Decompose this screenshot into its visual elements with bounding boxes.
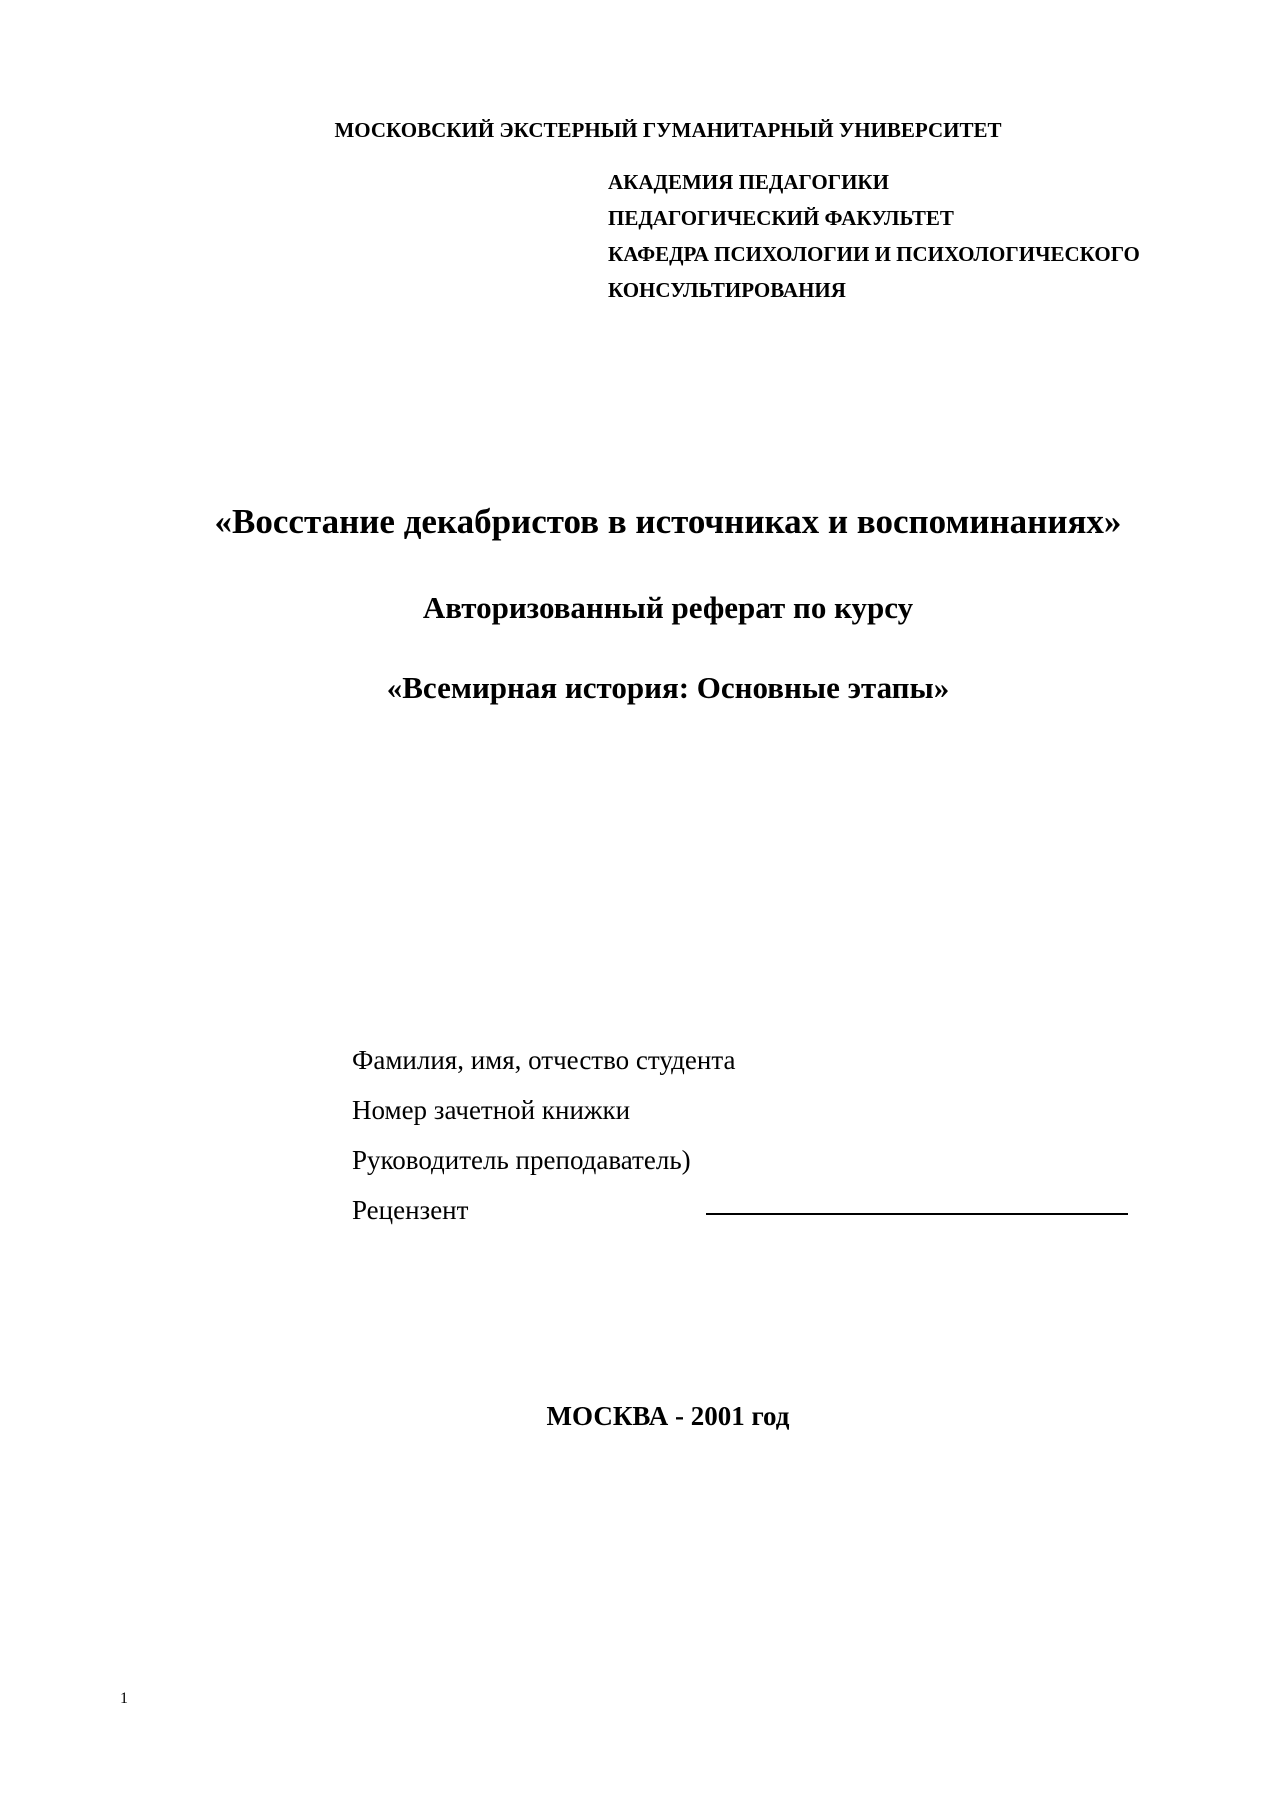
document-title: «Восстание декабристов в источниках и воспоминаниях» <box>214 502 1122 541</box>
document-subtitle: Авторизованный реферат по курсу <box>422 590 914 625</box>
department-block <box>608 164 1140 308</box>
page-number: 1 <box>120 1690 128 1707</box>
student-info-fields <box>352 1035 735 1235</box>
faculty-line: ПЕДАГОГИЧЕСКИЙ ФАКУЛЬТЕТ <box>608 206 954 230</box>
chair-line-continued: КОНСУЛЬТИРОВАНИЯ <box>608 278 846 302</box>
student-name-label: Фамилия, имя, отчество студента <box>352 1045 736 1075</box>
record-book-label: Номер зачетной книжки <box>352 1095 631 1125</box>
supervisor-label: Руководитель преподаватель) <box>352 1145 691 1175</box>
course-name: «Всемирная история: Основные этапы» <box>386 670 950 705</box>
city-year: МОСКВА - 2001 год <box>546 1401 790 1431</box>
chair-line: КАФЕДРА ПСИХОЛОГИИ И ПСИХОЛОГИЧЕСКОГО <box>608 242 1140 266</box>
academy-line: АКАДЕМИЯ ПЕДАГОГИКИ <box>608 170 889 194</box>
reviewer-label: Рецензент <box>352 1195 469 1225</box>
university-name: МОСКОВСКИЙ ЭКСТЕРНЫЙ ГУМАНИТАРНЫЙ УНИВЕРСИТЕТ <box>334 118 1002 142</box>
reviewer-signature-line <box>706 1213 1128 1215</box>
